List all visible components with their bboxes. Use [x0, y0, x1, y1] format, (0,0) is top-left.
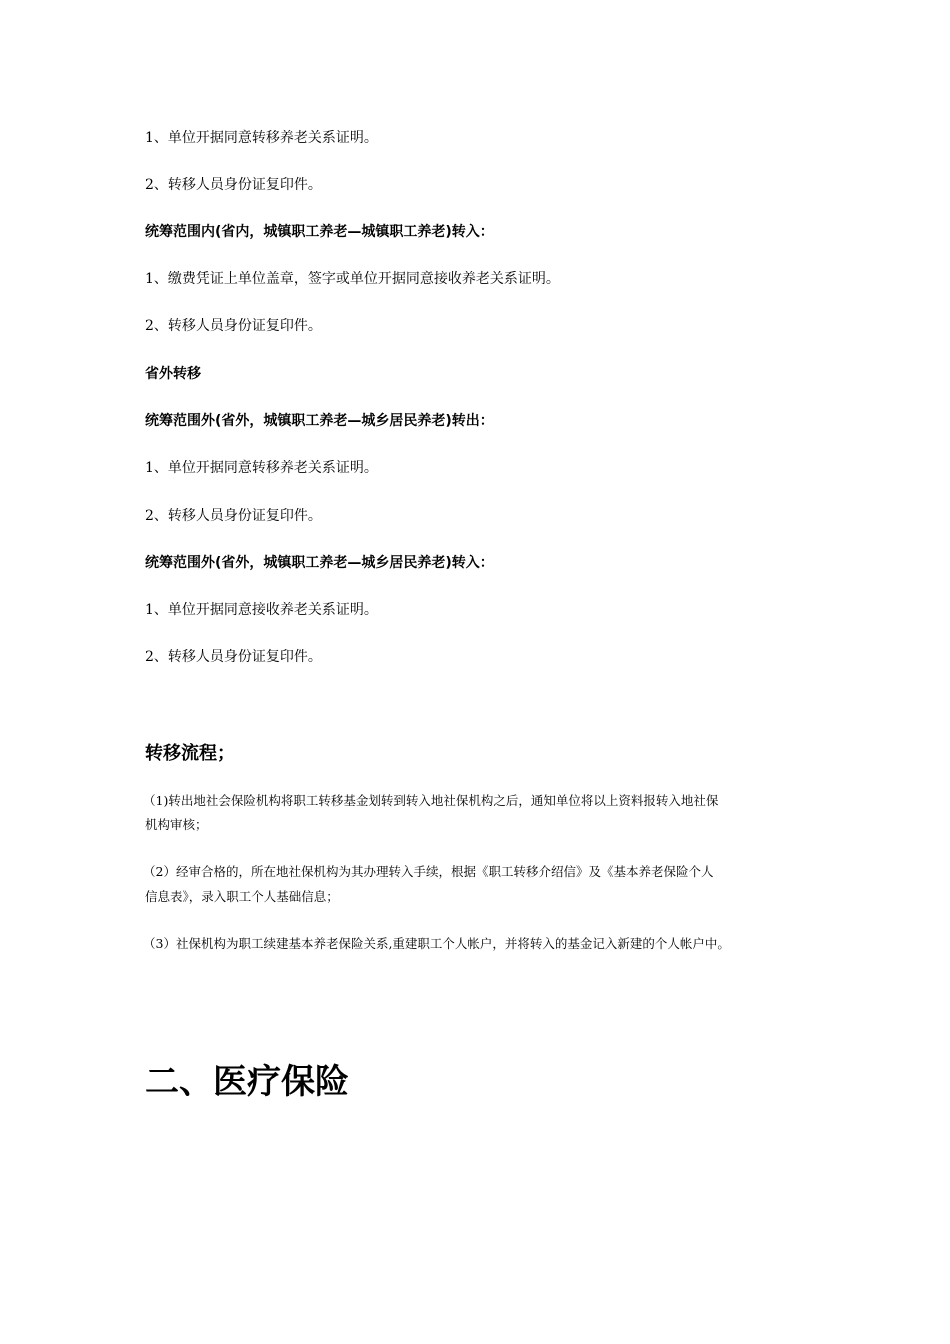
section-two-title: 二、医疗保险: [145, 1062, 349, 1102]
within-province-out-item-2: 2、转移人员身份证复印件。: [145, 177, 322, 193]
within-province-in-item-2: 2、转移人员身份证复印件。: [145, 318, 322, 334]
outside-province-in-item-2: 2、转移人员身份证复印件。: [145, 649, 322, 665]
outside-province-in-heading: 统筹范围外(省外，城镇职工养老—城乡居民养老)转入：: [145, 555, 494, 571]
outside-province-out-heading: 统筹范围外(省外，城镇职工养老—城乡居民养老)转出：: [145, 413, 494, 429]
transfer-flow-step-1-line-2: 机构审核；: [145, 817, 208, 832]
transfer-flow-step-2-line-1: （2）经审合格的，所在地社保机构为其办理转入手续，根据《职工转移介绍信》及《基本养老保险个人: [143, 864, 714, 879]
transfer-flow-heading: 转移流程；: [145, 743, 235, 764]
outside-province-out-item-2: 2、转移人员身份证复印件。: [145, 508, 322, 524]
transfer-flow-step-3-line-1: （3）社保机构为职工续建基本养老保险关系,重建职工个人帐户，并将转入的基金记入新建的个人帐户中。: [143, 936, 730, 951]
outside-province-heading: 省外转移: [145, 366, 201, 382]
outside-province-in-item-1: 1、单位开据同意接收养老关系证明。: [145, 602, 378, 618]
within-province-in-heading: 统筹范围内(省内，城镇职工养老—城镇职工养老)转入：: [145, 224, 494, 240]
transfer-flow-step-1-line-1: （1)转出地社会保险机构将职工转移基金划转到转入地社保机构之后，通知单位将以上资料报转入地社保: [143, 793, 719, 808]
transfer-flow-step-2-line-2: 信息表》，录入职工个人基础信息；: [145, 889, 339, 904]
within-province-out-item-1: 1、单位开据同意转移养老关系证明。: [145, 130, 378, 146]
outside-province-out-item-1: 1、单位开据同意转移养老关系证明。: [145, 460, 378, 476]
within-province-in-item-1: 1、缴费凭证上单位盖章，签字或单位开据同意接收养老关系证明。: [145, 271, 560, 287]
